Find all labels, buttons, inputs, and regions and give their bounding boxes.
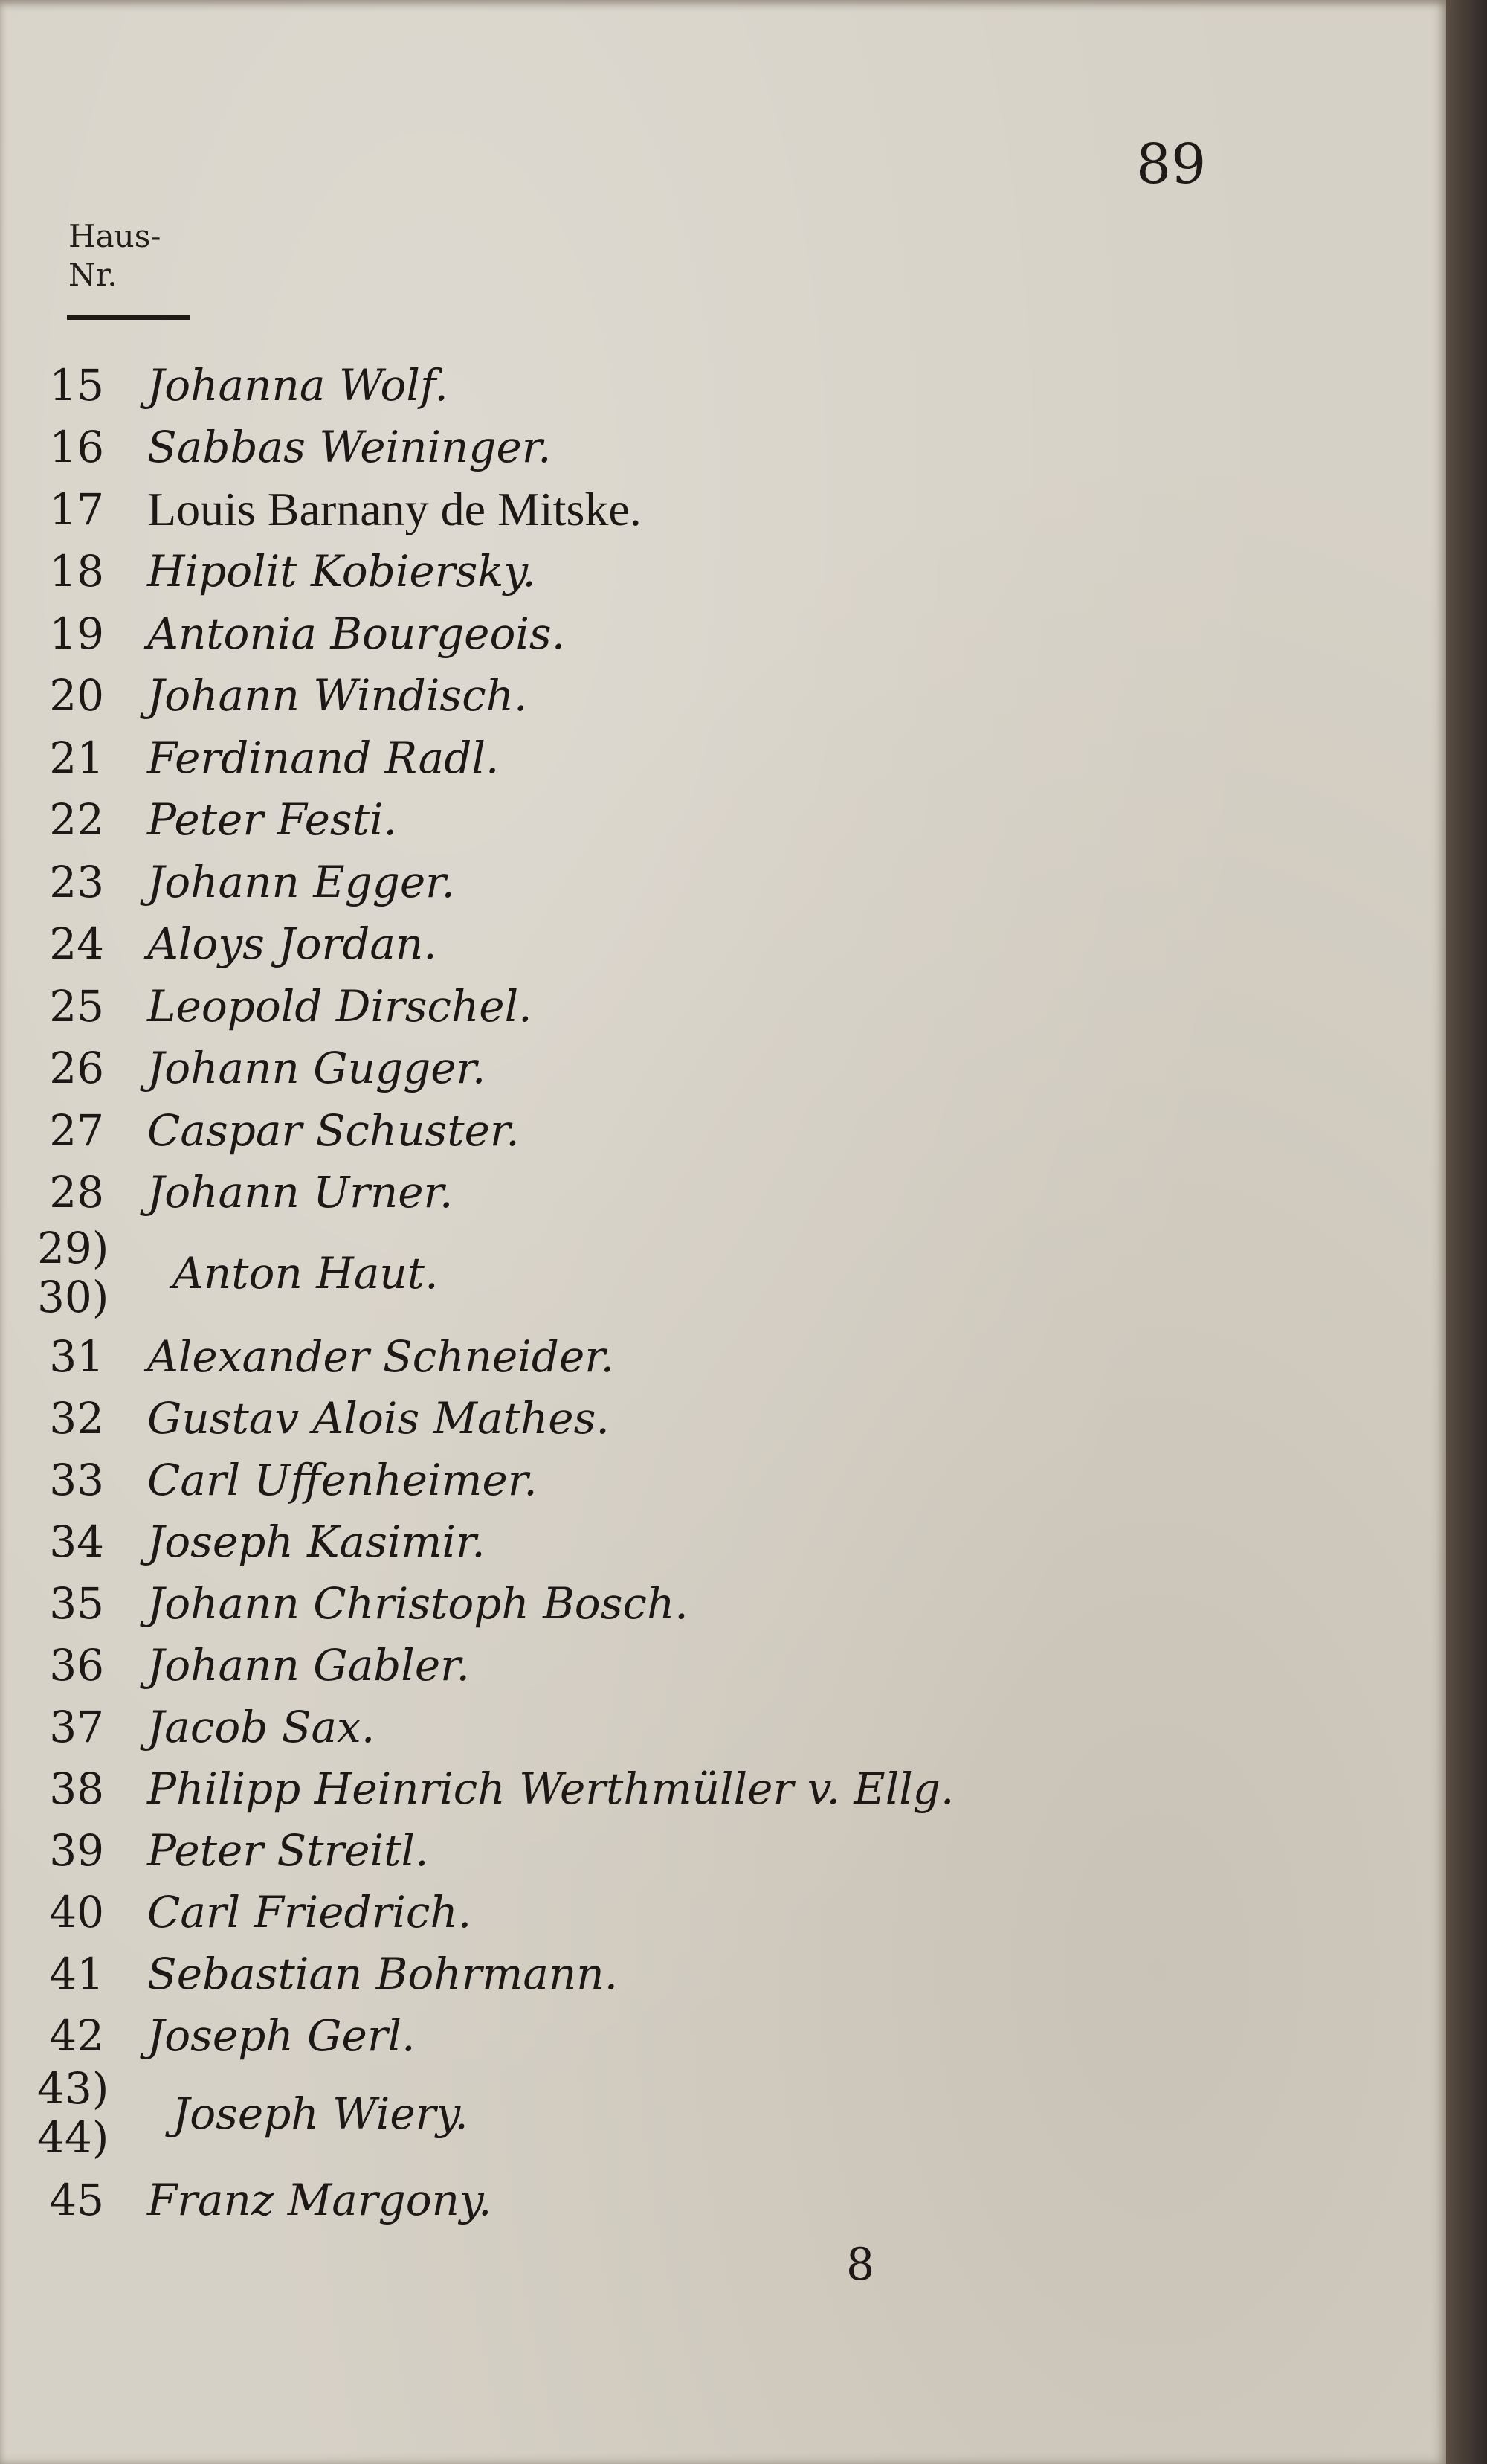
resident-name: Johann Urner. xyxy=(147,1167,454,1217)
resident-name: Sebastian Bohrmann. xyxy=(147,1949,619,1999)
house-number: 37 xyxy=(49,1702,104,1752)
house-number: 33 xyxy=(49,1455,104,1505)
house-number: 43) xyxy=(37,2063,109,2114)
resident-name: Joseph Gerl. xyxy=(147,2010,416,2061)
house-number: 42 xyxy=(49,2010,104,2061)
header-rule xyxy=(67,315,190,320)
house-number: 45 xyxy=(49,2175,104,2225)
house-number: 21 xyxy=(49,733,104,783)
resident-name: Johann Gabler. xyxy=(147,1640,470,1691)
page-number: 89 xyxy=(1136,132,1207,196)
house-number: 19 xyxy=(49,608,104,659)
house-number: 25 xyxy=(49,981,104,1032)
resident-name: Jacob Sax. xyxy=(147,1702,375,1752)
list-item xyxy=(0,2063,669,2163)
resident-name: Alexander Schneider. xyxy=(147,1331,615,1382)
list-item xyxy=(0,1223,669,1322)
resident-name: Joseph Kasimir. xyxy=(147,1516,486,1567)
resident-name: Peter Festi. xyxy=(147,794,397,845)
house-number: 32 xyxy=(49,1393,104,1444)
house-number: 23 xyxy=(49,857,104,907)
resident-name: Ferdinand Radl. xyxy=(147,733,500,783)
house-number: 29) xyxy=(37,1223,109,1273)
resident-name: Louis Barnany de Mitske. xyxy=(147,483,642,535)
house-number: 28 xyxy=(49,1167,104,1217)
resident-name: Johann Christoph Bosch. xyxy=(147,1578,688,1629)
resident-name: Joseph Wiery. xyxy=(172,2088,468,2139)
page-edge xyxy=(1446,0,1487,2464)
house-number: 18 xyxy=(49,546,104,596)
house-number: 38 xyxy=(49,1763,104,1814)
resident-name: Gustav Alois Mathes. xyxy=(147,1393,610,1444)
house-number: 36 xyxy=(49,1640,104,1691)
house-number: 30) xyxy=(37,1272,109,1322)
signature-mark: 8 xyxy=(846,2239,875,2291)
resident-name: Peter Streitl. xyxy=(147,1825,429,1876)
resident-name: Leopold Dirschel. xyxy=(147,981,532,1032)
column-header-line2: Nr. xyxy=(68,257,117,293)
resident-name: Johann Windisch. xyxy=(147,670,528,721)
house-number: 24 xyxy=(49,919,104,969)
house-number: 44) xyxy=(37,2112,109,2163)
house-number: 20 xyxy=(49,670,104,721)
house-number: 27 xyxy=(49,1105,104,1156)
resident-name: Carl Friedrich. xyxy=(147,1887,472,1937)
column-header-line1: Haus- xyxy=(68,218,161,254)
resident-name: Hipolit Kobiersky. xyxy=(147,546,536,596)
resident-name: Johanna Wolf. xyxy=(147,360,448,411)
house-number: 34 xyxy=(49,1516,104,1567)
column-header xyxy=(68,217,161,295)
house-number: 16 xyxy=(49,422,104,472)
resident-name: Carl Uffenheimer. xyxy=(147,1455,538,1505)
house-number: 26 xyxy=(49,1043,104,1093)
house-number: 39 xyxy=(49,1825,104,1876)
resident-name: Anton Haut. xyxy=(172,1248,439,1299)
resident-name: Franz Margony. xyxy=(147,2175,492,2225)
house-number: 31 xyxy=(49,1331,104,1382)
resident-name: Aloys Jordan. xyxy=(147,919,437,969)
house-number: 41 xyxy=(49,1949,104,1999)
resident-name: Philipp Heinrich Werthmüller v. Ellg. xyxy=(147,1763,955,1814)
resident-name: Caspar Schuster. xyxy=(147,1105,520,1156)
resident-name: Antonia Bourgeois. xyxy=(147,608,566,659)
house-number: 40 xyxy=(49,1887,104,1937)
resident-name: Sabbas Weininger. xyxy=(147,422,552,472)
resident-name: Johann Egger. xyxy=(147,857,455,907)
house-number: 35 xyxy=(49,1578,104,1629)
house-number: 22 xyxy=(49,794,104,845)
house-number: 17 xyxy=(49,484,104,535)
house-number: 15 xyxy=(49,360,104,411)
resident-name: Johann Gugger. xyxy=(147,1043,486,1093)
